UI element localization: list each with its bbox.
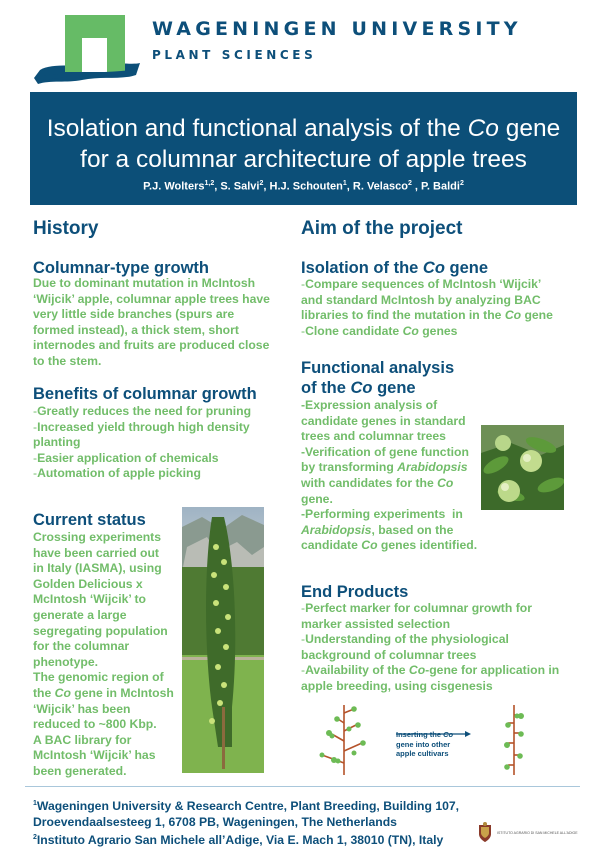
text-segment: by transforming (301, 460, 398, 475)
heading-segment: gene (372, 379, 416, 397)
current-status-heading: Current status (33, 511, 146, 529)
list-item-text: Compare sequences of McIntosh ‘Wijcik’ (305, 277, 542, 291)
list-item-text: Perfect marker for columnar growth for (305, 601, 532, 615)
text-line: candidate genes in standard (301, 413, 466, 428)
text-line: segregating population (33, 623, 168, 638)
text-line: McIntosh ‘Wijcik’ has (33, 748, 156, 763)
text-line: phenotype. (33, 654, 99, 669)
text-line: McIntosh ‘Wijcik’ to (33, 592, 146, 607)
affiliation-mark: 1 (33, 800, 37, 807)
text-segment: Availability of the (305, 663, 409, 678)
affiliation-text: Wageningen University & Research Centre, Plant Breeding, Building 107, (36, 799, 460, 814)
affiliation-mark: 2 (407, 180, 412, 187)
list-item-continuation: and standard McIntosh by analyzing BAC (301, 292, 541, 307)
text-segment: genes identified. (377, 538, 478, 553)
author: H.J. Schouten (269, 180, 343, 193)
text-line: -Verification of gene function (301, 444, 469, 459)
columnar-growth-heading: Columnar-type growth (33, 259, 209, 277)
list-item: -Easier application of chemicals (33, 450, 219, 465)
caption-line (396, 730, 453, 740)
apple-fruits-photo (481, 425, 564, 510)
text-line: in Italy (IASMA), using (33, 561, 162, 576)
text-line: Due to dominant mutation in McIntosh (33, 276, 256, 290)
poster-title (30, 113, 577, 175)
functional-analysis-text (301, 398, 486, 554)
text-segment: Clone candidate (305, 323, 403, 338)
list-item: -Perfect marker for columnar growth for (301, 601, 532, 615)
text-line: been generated. (33, 763, 127, 778)
author: S. Salvi (220, 180, 260, 193)
benefits-heading: Benefits of columnar growth (33, 385, 257, 403)
text-line: very little side branches (spurs are (33, 307, 235, 322)
list-item: -Automation of apple picking (33, 466, 201, 481)
gene-name: Co (504, 308, 522, 323)
list-item-text: Increased yield through high density planting (33, 419, 250, 450)
affiliation-mark: 1 (342, 180, 347, 187)
author: R. Velasco (352, 180, 408, 193)
text-line (33, 686, 183, 702)
university-name: WAGENINGEN UNIVERSITY (152, 18, 522, 40)
text-segment: genes (418, 323, 458, 338)
isolation-list (301, 277, 586, 339)
text-line: gene. (301, 491, 333, 506)
list-item: -Increased yield through high density planting (33, 419, 250, 450)
list-item: -Clone candidate Co genes (301, 323, 458, 338)
gene-name: Co (54, 685, 71, 700)
caption-segment: Inserting the (396, 730, 444, 739)
title-band (30, 92, 577, 205)
columnar-growth-text (33, 276, 293, 370)
title-line1-end: gene (498, 115, 561, 142)
text-segment: , based on the (371, 522, 454, 537)
list-item-text: Greatly reduces the need for pruning (37, 404, 252, 418)
text-line (301, 460, 486, 476)
text-line: Crossing experiments (33, 530, 162, 544)
end-products-list (301, 601, 586, 695)
benefits-list (33, 404, 268, 482)
text-segment: with candidates for the (301, 475, 438, 490)
affiliation-1-address: Droevendaalsesteeg 1, 6708 PB, Wageningen, The Netherlands (33, 814, 397, 829)
gene-name: Co (422, 259, 445, 277)
gene-name: Co (350, 379, 373, 397)
functional-analysis-heading (301, 358, 454, 398)
list-item-continuation (301, 308, 586, 324)
text-line (301, 538, 486, 554)
text-segment: the (33, 685, 55, 700)
list-item: -Greatly reduces the need for pruning (33, 404, 252, 418)
list-item: -Compare sequences of McIntosh ‘Wijcik’ (301, 277, 542, 291)
authors: P.J. Wolters$^{1,2}$, S. Salvi$^2$, H.J. Schouten$^1$, R. Velasco$^2$ , P. Baldi$^2$ (143, 180, 464, 193)
text-segment: gene in McIntosh (70, 685, 174, 700)
wageningen-logo (32, 10, 142, 88)
list-item: -Understanding of the physiological (301, 632, 509, 647)
text-line: trees and columnar trees (301, 429, 446, 444)
text-line: formed instead), a thick stem, short (33, 322, 239, 337)
gene-name: Co (402, 323, 419, 338)
list-item-continuation: background of columnar trees (301, 647, 477, 662)
standard-tree-diagram (318, 703, 368, 775)
heading-segment: of the (301, 379, 351, 397)
gene-name: Co (408, 663, 426, 678)
heading-text: Functional analysis (301, 359, 455, 377)
author: P.J. Wolters (143, 180, 205, 193)
text-segment: -gene for application in (425, 663, 560, 678)
species-name: Arabidopsis (301, 522, 372, 537)
text-line: to the stem. (33, 353, 102, 368)
text-line: ‘Wijcik’ has been (33, 701, 131, 716)
affiliation-mark: 1,2 (204, 180, 215, 187)
title-line2: for a columnar architecture of apple trees (80, 146, 527, 173)
list-item-text: Automation of apple picking (37, 466, 201, 481)
list-item-text: Easier application of chemicals (37, 450, 219, 465)
aim-heading: Aim of the project (301, 218, 463, 239)
text-line: ‘Wijcik’ apple, columnar apple trees have (33, 291, 270, 306)
columnar-apple-tree-photo (182, 507, 264, 773)
author: P. Baldi (421, 180, 460, 193)
affiliation-2 (33, 830, 459, 849)
list-item: -Availability of the Co-gene for application in (301, 663, 560, 678)
iasma-logo-text: ISTITUTO AGRARIO DI SAN MICHELE ALL'ADIGE (497, 831, 578, 835)
species-name: Arabidopsis (397, 460, 468, 475)
footer-divider (25, 786, 580, 787)
affiliation-mark: 2 (33, 834, 37, 842)
caption-line: apple cultivars (396, 749, 449, 759)
text-line: generate a large (33, 607, 127, 622)
affiliation-mark: 2 (459, 180, 464, 187)
affiliation-1 (33, 796, 459, 815)
gene-name: Co (437, 475, 454, 490)
isolation-heading (301, 259, 488, 278)
title-gene: Co (467, 115, 499, 142)
columnar-tree-diagram (500, 703, 530, 775)
text-line (301, 476, 486, 492)
text-line (301, 523, 486, 539)
text-line: have been carried out (33, 545, 159, 560)
text-segment: libraries to find the mutation in the (301, 308, 505, 323)
text-line: A BAC library for (33, 732, 132, 747)
iasma-crest-icon (476, 822, 494, 844)
diagram-caption (396, 730, 453, 759)
heading-text: Isolation of the (301, 259, 423, 277)
text-line: -Performing experiments in (301, 507, 463, 522)
caption-line: gene into other (396, 739, 451, 749)
affiliation-text: Instituto Agrario San Michele all’Adige, Via E. Mach 1, 38010 (TN), Italy (36, 833, 444, 848)
list-item-text: Understanding of the physiological (305, 632, 509, 647)
title-line1: Isolation and functional analysis of the (46, 115, 468, 142)
text-line: for the columnar (33, 639, 130, 654)
text-line: internodes and fruits are produced close (33, 338, 270, 353)
history-heading: History (33, 218, 99, 239)
text-line: -Expression analysis of (301, 398, 438, 412)
heading-text (301, 378, 454, 398)
end-products-heading: End Products (301, 583, 409, 601)
text-segment: candidate (301, 538, 362, 553)
affiliations (33, 796, 459, 849)
text-segment: gene (521, 308, 553, 323)
heading-text: gene (444, 259, 489, 277)
text-line: Golden Delicious x (33, 576, 143, 591)
list-item-continuation: marker assisted selection (301, 616, 451, 631)
text-line: The genomic region of (33, 670, 164, 685)
current-status-text (33, 530, 183, 780)
department-name: PLANT SCIENCES (152, 48, 317, 62)
text-line: reduced to ~800 Kbp. (33, 717, 157, 732)
list-item-continuation: apple breeding, using cisgenesis (301, 678, 493, 693)
gene-name: Co (361, 538, 378, 553)
gene-name: Co (443, 730, 454, 739)
affiliation-mark: 2 (259, 180, 264, 187)
